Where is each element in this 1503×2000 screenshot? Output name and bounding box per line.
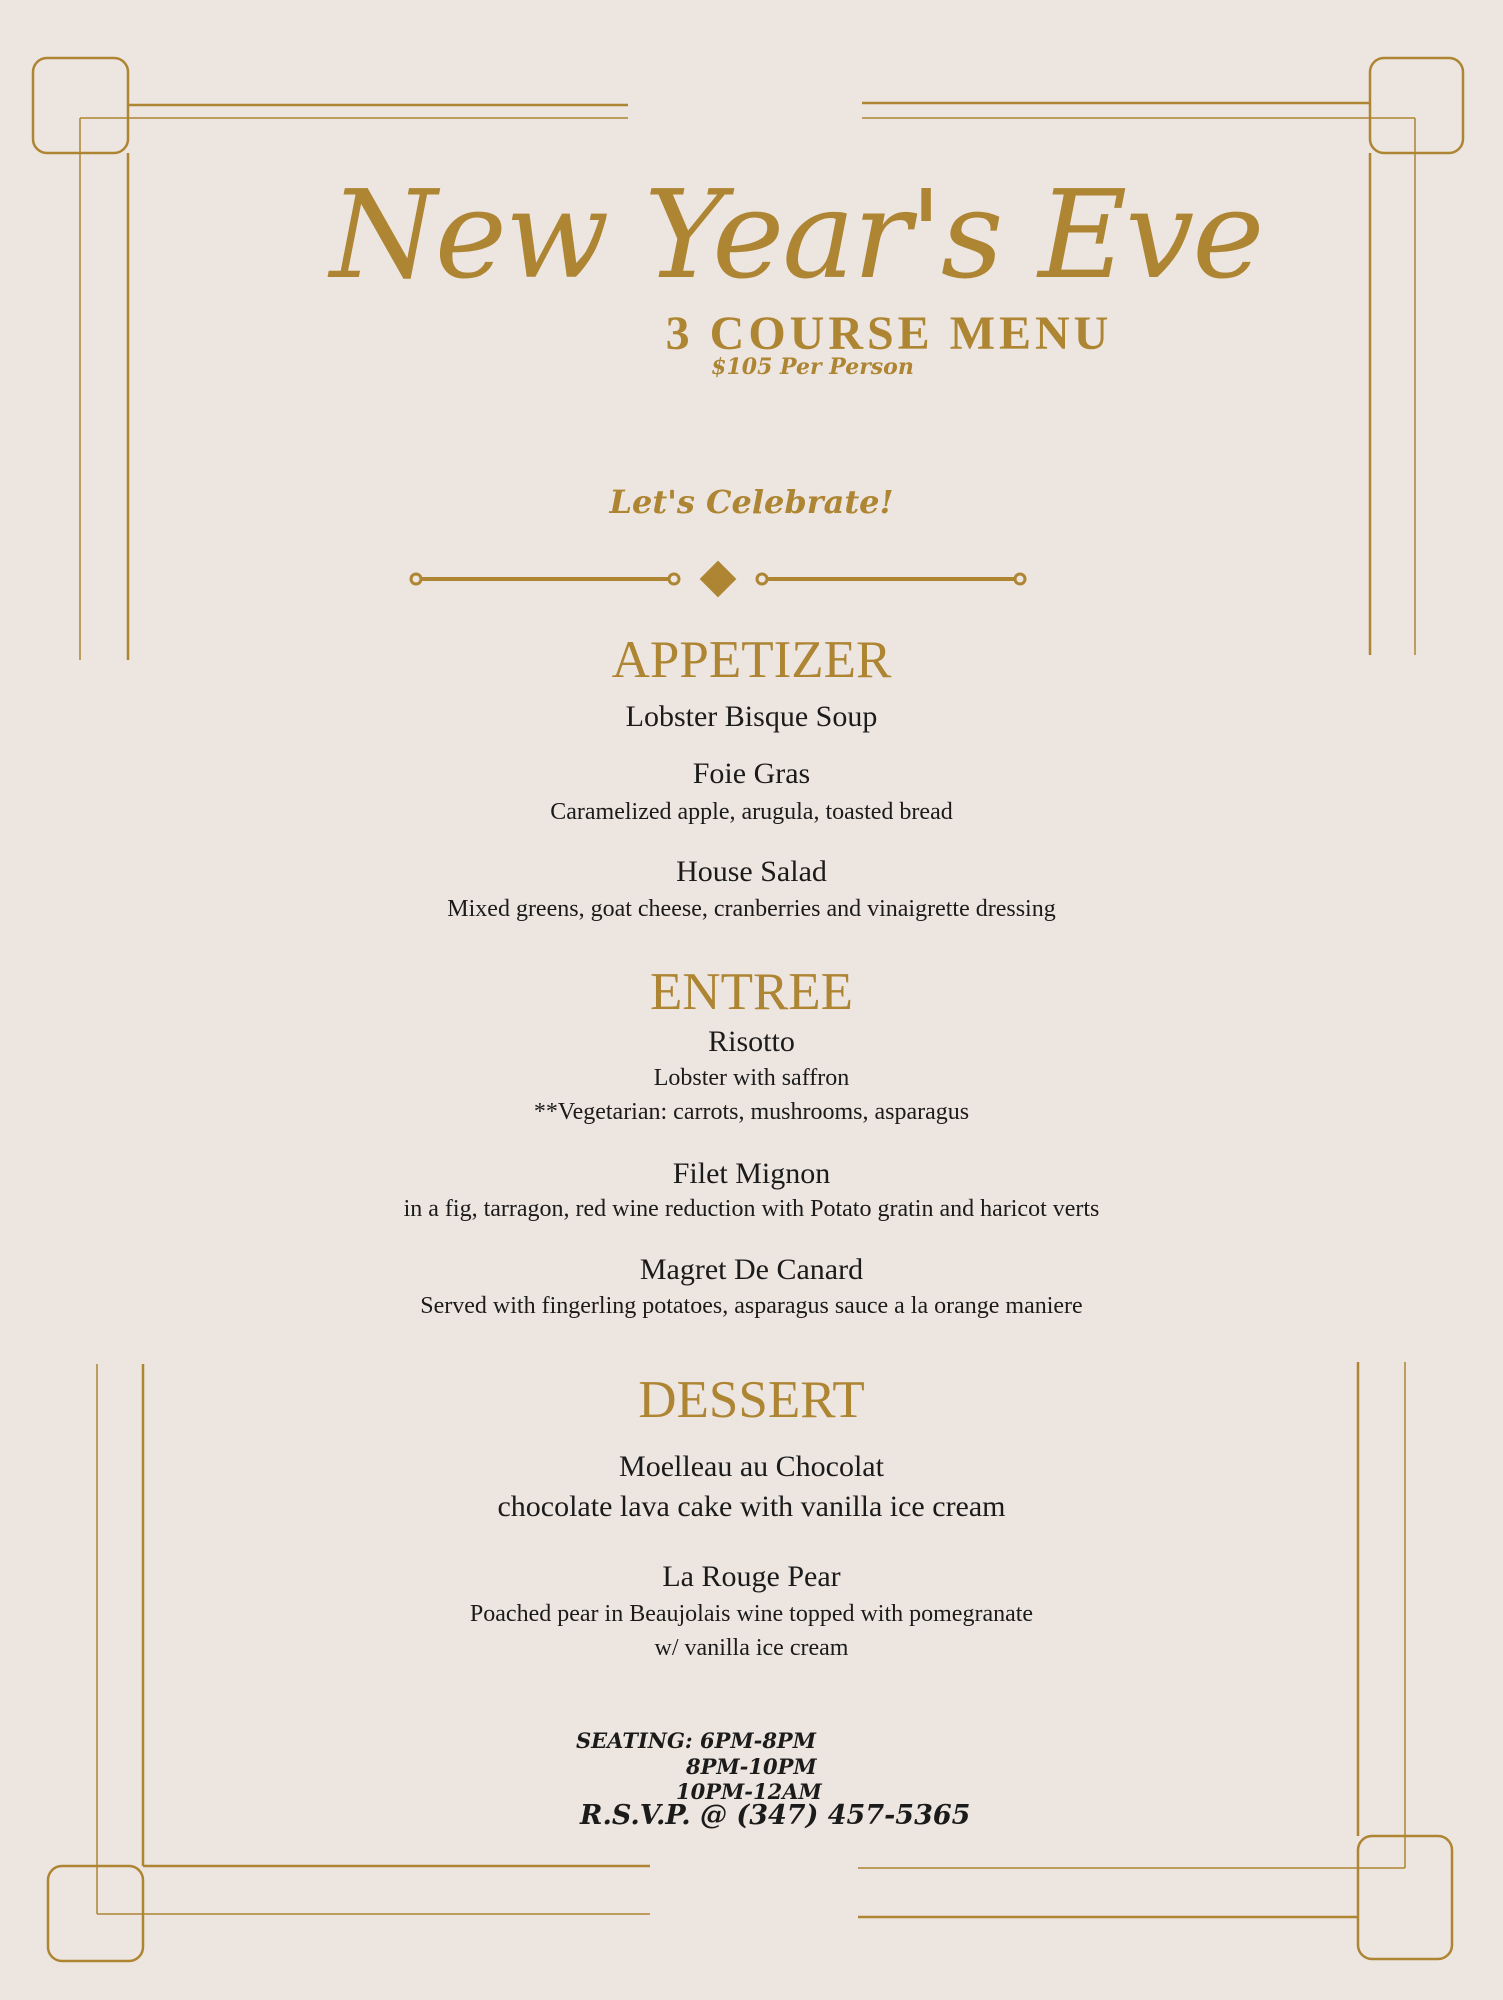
seating-time-slot: 8PM-10PM [686, 1754, 817, 1779]
section-heading-entree: ENTREE [649, 963, 854, 1021]
price-per-person: $105 Per Person [711, 354, 914, 380]
dish-name: Moelleau au Chocolat [619, 1450, 884, 1483]
dish-name: House Salad [676, 855, 827, 888]
dish-description: chocolate lava cake with vanilla ice cream [497, 1490, 1006, 1523]
dish-description: Lobster with saffron [653, 1065, 850, 1091]
dish-description: Served with fingerling potatoes, asparagus sauce a la orange maniere [420, 1293, 1083, 1319]
course-subtitle: 3 COURSE MENU [665, 307, 1113, 360]
dish-description: Caramelized apple, arugula, toasted bread [550, 799, 953, 825]
section-heading-appetizer: APPETIZER [611, 631, 892, 689]
section-heading-dessert: DESSERT [638, 1371, 865, 1429]
diamond-ornament [700, 561, 737, 598]
seating-time-slot: 10PM-12AM [676, 1779, 822, 1804]
rsvp-phone: R.S.V.P. @ (347) 457-5365 [580, 1800, 971, 1831]
dish-name: Lobster Bisque Soup [625, 700, 878, 733]
dish-description: Poached pear in Beaujolais wine topped with pomegranate [469, 1601, 1034, 1627]
dish-description: **Vegetarian: carrots, mushrooms, asparagus [533, 1099, 970, 1125]
seating-times: SEATING: 6PM-8PM [576, 1728, 816, 1753]
dish-description: w/ vanilla ice cream [654, 1635, 849, 1661]
dish-name: Magret De Canard [639, 1253, 864, 1286]
dish-name: Risotto [708, 1025, 795, 1058]
ornamental-divider [408, 554, 1028, 604]
dish-name: La Rouge Pear [662, 1560, 841, 1593]
dish-name: Filet Mignon [672, 1157, 831, 1190]
tagline: Let's Celebrate! [609, 483, 894, 521]
dish-description: in a fig, tarragon, red wine reduction with Potato gratin and haricot verts [403, 1196, 1100, 1222]
dish-name: Foie Gras [692, 757, 811, 790]
dish-description: Mixed greens, goat cheese, cranberries and vinaigrette dressing [447, 896, 1056, 922]
menu-title: New Year's Eve [330, 164, 1263, 306]
